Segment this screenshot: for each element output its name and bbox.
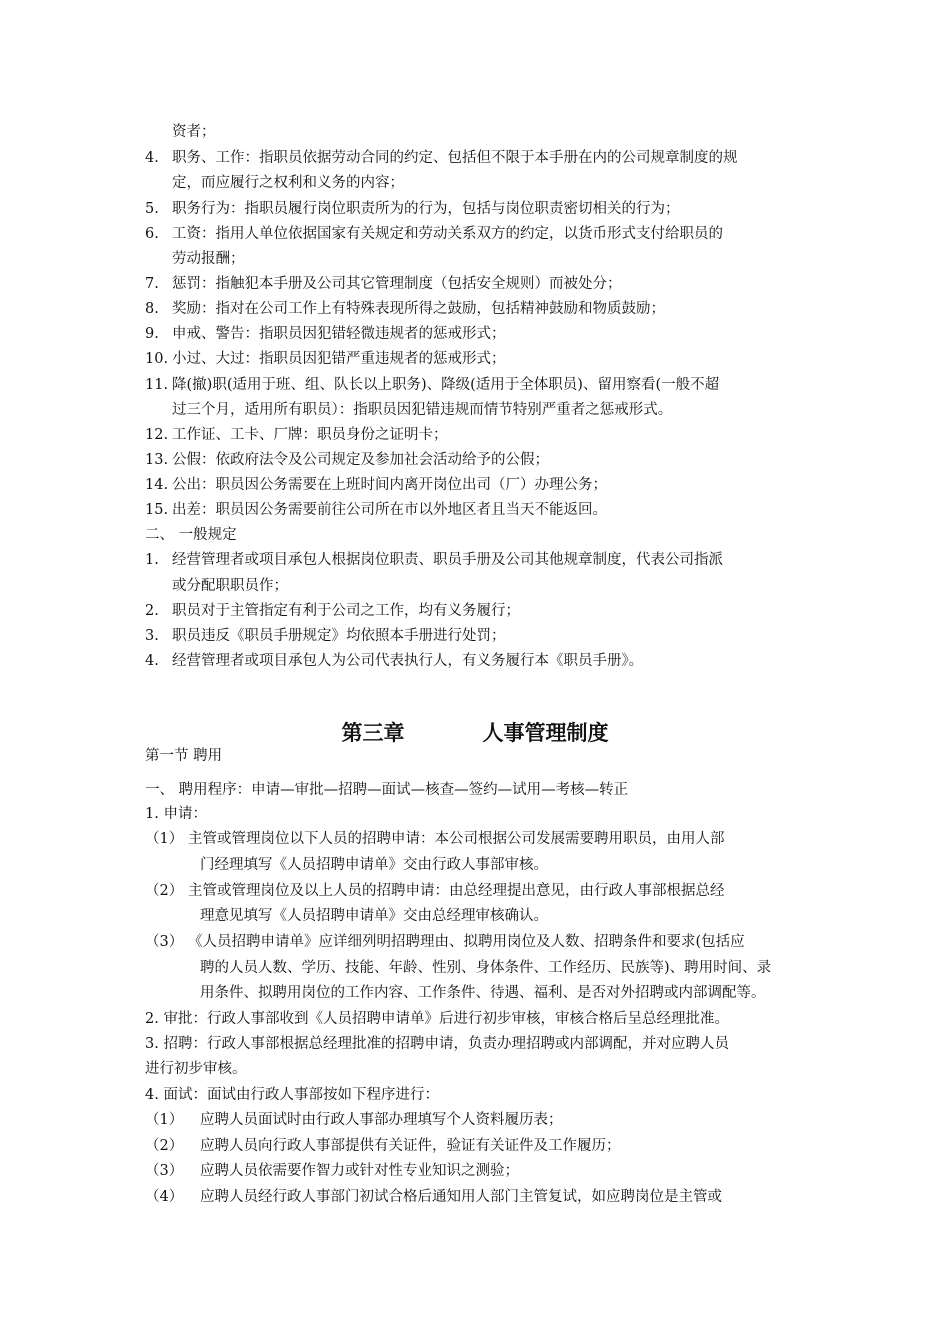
- apply-item-cont: 门经理填写《人员招聘申请单》交由行政人事部审核。: [200, 857, 548, 873]
- definition-item: 8. 奖励：指对在公司工作上有特殊表现所得之鼓励，包括精神鼓励和物质鼓励；: [145, 301, 665, 317]
- interview-item: （3） 应聘人员依需要作智力或针对性专业知识之测验；: [145, 1163, 519, 1179]
- apply-label: 1. 申请：: [145, 806, 207, 822]
- recruit-line: 3. 招聘：行政人事部根据总经理批准的招聘申请，负责办理招聘或内部调配，并对应聘人员: [145, 1036, 729, 1052]
- interview-label: 4. 面试：面试由行政人事部按如下程序进行：: [145, 1087, 439, 1103]
- recruit-line-cont: 进行初步审核。: [145, 1061, 247, 1077]
- definition-item: 5. 职务行为：指职员履行岗位职责所为的行为，包括与岗位职责密切相关的行为；: [145, 201, 680, 217]
- definition-item: 10. 小过、大过：指职员因犯错严重违规者的惩戒形式；: [145, 351, 506, 367]
- definition-item: 6. 工资：指用人单位依据国家有关规定和劳动关系双方的约定，以货币形式支付给职员的: [145, 226, 723, 242]
- definition-item: 4. 职务、工作：指职员依据劳动合同的约定、包括但不限于本手册在内的公司规章制度的规: [145, 150, 738, 166]
- interview-item: （4） 应聘人员经行政人事部门初试合格后通知用人部门主管复试，如应聘岗位是主管或: [145, 1189, 722, 1205]
- definition-item: 14. 公出：职员因公务需要在上班时间内离开岗位出司（厂）办理公务；: [145, 477, 607, 493]
- approve-line: 2. 审批：行政人事部收到《人员招聘申请单》后进行初步审核，审核合格后呈总经理批准。: [145, 1011, 729, 1027]
- interview-item: （1） 应聘人员面试时由行政人事部办理填写个人资料履历表；: [145, 1112, 563, 1128]
- chapter-number: 第三章: [341, 721, 405, 745]
- apply-item-cont: 聘的人员人数、学历、技能、年龄、性别、身体条件、工作经历、民族等)、聘用时间、录: [200, 960, 772, 976]
- general-rule-item-cont: 或分配职职员作；: [172, 578, 288, 594]
- procedure-line: 一、 聘用程序：申请—审批—招聘—面试—核查—签约—试用—考核—转正: [145, 782, 629, 798]
- chapter-title: [0, 719, 950, 747]
- general-rule-item: 4. 经营管理者或项目承包人为公司代表执行人，有义务履行本《职员手册》。: [145, 653, 644, 669]
- chapter-name: 人事管理制度: [482, 721, 609, 745]
- general-rule-item: 3. 职员违反《职员手册规定》均依照本手册进行处罚；: [145, 628, 506, 644]
- apply-item-cont: 用条件、拟聘用岗位的工作内容、工作条件、待遇、福利、是否对外招聘或内部调配等。: [200, 985, 766, 1001]
- definition-item-cont: 过三个月，适用所有职员）：指职员因犯错违规而情节特别严重者之惩戒形式。: [172, 402, 673, 418]
- definition-item: 7. 惩罚：指触犯本手册及公司其它管理制度（包括安全规则）而被处分；: [145, 276, 622, 292]
- definition-item: 15. 出差：职员因公务需要前往公司所在市以外地区者且当天不能返回。: [145, 502, 607, 518]
- definition-item: 13. 公假：依政府法令及公司规定及参加社会活动给予的公假；: [145, 452, 549, 468]
- apply-item: （1） 主管或管理岗位以下人员的招聘申请：本公司根据公司发展需要聘用职员，由用人部: [145, 831, 725, 847]
- apply-item: （2） 主管或管理岗位及以上人员的招聘申请：由总经理提出意见，由行政人事部根据总经: [145, 883, 725, 899]
- general-rule-item: 1. 经营管理者或项目承包人根据岗位职责、职员手册及公司其他规章制度，代表公司指派: [145, 552, 723, 568]
- definition-item-cont: 劳动报酬；: [172, 251, 245, 267]
- definition-item: 11. 降(撤)职(适用于班、组、队长以上职务)、降级(适用于全体职员)、留用察看(一般不超: [145, 377, 720, 393]
- definition-item-cont: 定，而应履行之权利和义务的内容；: [172, 175, 404, 191]
- definition-item: 12. 工作证、工卡、厂牌：职员身份之证明卡；: [145, 427, 448, 443]
- apply-item: （3） 《人员招聘申请单》应详细列明招聘理由、拟聘用岗位及人数、招聘条件和要求(包括应: [145, 934, 745, 950]
- definition-item: 9. 申戒、警告：指职员因犯错轻微违规者的惩戒形式；: [145, 326, 506, 342]
- section-title: 第一节 聘用: [145, 748, 223, 764]
- general-rules-heading: 二、 一般规定: [145, 527, 237, 543]
- definition-continuation: 资者；: [172, 124, 216, 140]
- apply-item-cont: 理意见填写《人员招聘申请单》交由总经理审核确认。: [200, 908, 548, 924]
- interview-item: （2） 应聘人员向行政人事部提供有关证件，验证有关证件及工作履历；: [145, 1138, 621, 1154]
- general-rule-item: 2. 职员对于主管指定有利于公司之工作，均有义务履行；: [145, 603, 520, 619]
